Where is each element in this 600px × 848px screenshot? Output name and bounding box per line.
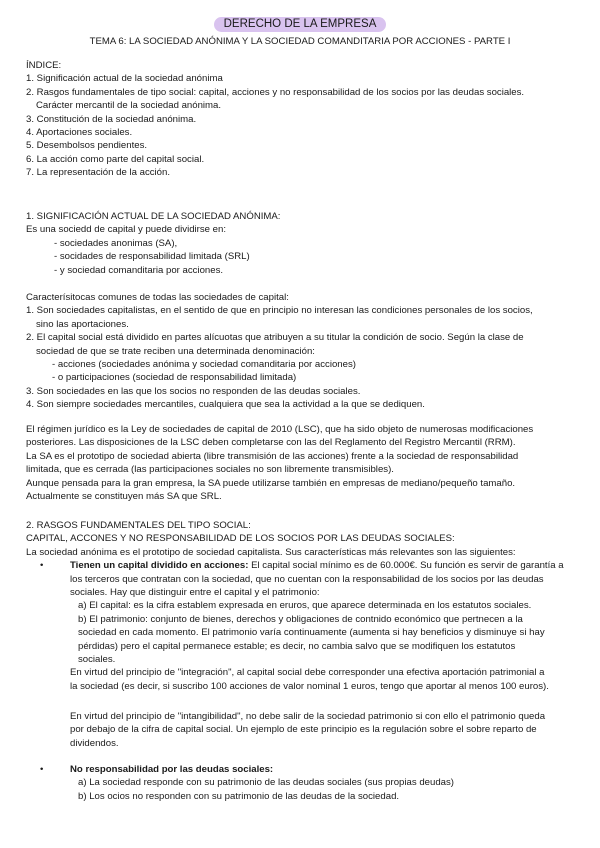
denomination-item: - o participaciones (sociedad de responsabilidad limitada)	[52, 372, 297, 384]
characteristic-item-continuation: sociedad de que se trate reciben una determinada denominación:	[36, 345, 315, 357]
bullet-text: El capital social mínimo es de 60.000€. Su función es servir de garantía a	[248, 560, 564, 572]
denomination-item: - acciones (sociedades anónima y sociedad comanditaria por acciones)	[52, 359, 356, 371]
capital-definition: a) El capital: es la cifra establem expresada en eruros, que aparece determinada en los estatutos sociales.	[78, 600, 532, 612]
intangibility-paragraph	[26, 710, 578, 750]
bullet-title: No responsabilidad por las deudas sociales:	[70, 764, 274, 775]
index-item: 6. La acción como parte del capital social.	[26, 153, 205, 165]
intangibility-principle-line: dividendos.	[70, 737, 119, 749]
section-2-heading: 2. RASGOS FUNDAMENTALES DEL TIPO SOCIAL:	[26, 520, 251, 531]
characteristics-heading: Caracterísitocas comunes de todas las sociedades de capital:	[26, 292, 289, 303]
bullet-title: Tienen un capital dividido en acciones:	[70, 560, 249, 572]
index-item-continuation: Carácter mercantil de la sociedad anónima.	[36, 100, 222, 112]
regime-line: El régimen jurídico es la Ley de sociedades de capital de 2010 (LSC), que ha sido objeto de numerosas modificaciones	[26, 424, 534, 435]
section-1-intro: Es una sociedd de capital y puede dividirse en:	[26, 224, 226, 236]
bullet-no-liability	[26, 763, 578, 776]
liability-item: a) La sociedad responde con su patrimonio de las deudas sociales (sus propias deudas)	[78, 777, 454, 789]
section-2	[26, 519, 578, 693]
regime-line: La SA es el prototipo de sociedad abierta (libre transmisión de las acciones) frente a la sociedad de responsabilidad	[26, 450, 519, 462]
intangibility-principle-line: por debajo de la cifra de capital social. Un ejemplo de este principio es la regulación sobre el sobre reparto de	[70, 724, 537, 736]
section-2-subheading: CAPITAL, ACCONES Y NO RESPONSABILIDAD DE LOS SOCIOS POR LAS DEUDAS SOCIALES:	[26, 533, 455, 545]
bullet-capital	[26, 559, 578, 599]
liability-item: b) Los ocios no responden con su patrimonio de las deudas de la sociedad.	[78, 790, 400, 802]
patrimony-definition-line: sociedad en cada momento. El patrimonio varía continuamente (aumenta si hay beneficios y disminuye si hay	[78, 627, 545, 639]
patrimony-definition-line: b) El patrimonio: conjunto de bienes, derechos y obligaciones de contnido económico que pertnecen a la	[78, 613, 523, 625]
company-type-item: - y sociedad comanditaria por acciones.	[54, 264, 224, 276]
document-title: DERECHO DE LA EMPRESA	[214, 17, 387, 32]
characteristic-item: 4. Son siempre sociedades mercantiles, cualquiera que sea la actividad a la que se dediquen.	[26, 399, 425, 411]
document-subtitle: TEMA 6: LA SOCIEDAD ANÓNIMA Y LA SOCIEDAD COMANDITARIA POR ACCIONES - PARTE I	[89, 36, 511, 47]
bullet-no-liability-section	[26, 763, 578, 803]
regime-line: Actualmente se constituyen más SA que SRL.	[26, 491, 222, 503]
bullet-icon: •	[40, 560, 44, 572]
characteristic-item-continuation: sino las aportaciones.	[36, 318, 129, 330]
integration-principle-line: la sociedad (es decir, si suscribo 100 acciones de valor nominal 1 euros, tengo que aportar al menos 100 euros).	[70, 680, 549, 692]
bullet-text-line: sociales. Hay que distinguir entre el capital y el patrimonio:	[70, 587, 320, 599]
characteristic-item: 1. Son sociedades capitalistas, en el sentido de que en principio no interesan las condiciones personales de los socios,	[26, 305, 533, 317]
section-2-intro: La sociedad anónima es el prototipo de sociedad capitalista. Sus características más relevantes son las siguientes:	[26, 546, 516, 558]
characteristic-item: 2. El capital social está dividido en partes alícuotas que atribuyen a su titular la condición de socio. Según la clase de	[26, 332, 524, 344]
patrimony-definition-line: sociales.	[78, 654, 116, 666]
index-item: 1. Significación actual de la sociedad anónima	[26, 73, 223, 85]
regime-line: posteriores. Las disposiciones de la LSC deben completarse con las del Reglamento del Registro Mercantil (RRM).	[26, 437, 516, 449]
regime-line: Aunque pensada para la gran empresa, la SA puede utilizarse también en empresas de mediano/pequeño tamaño.	[26, 477, 516, 489]
title-container	[0, 17, 600, 32]
patrimony-definition-line: pérdidas) pero el capital permanece estable; es decir, no cambia salvo que se modifiquen los estatutos	[78, 640, 516, 652]
index-item: 3. Constitución de la sociedad anónima.	[26, 113, 197, 125]
section-1-heading: 1. SIGNIFICACIÓN ACTUAL DE LA SOCIEDAD ANÓNIMA:	[26, 211, 281, 222]
legal-regime-paragraph	[26, 423, 578, 503]
index-item: 4. Aportaciones sociales.	[26, 127, 133, 139]
characteristics-section	[26, 291, 578, 412]
regime-line: limitada, que es cerrada (las participaciones sociales no son libremente transmisibles).	[26, 464, 394, 476]
index-heading: ÍNDICE:	[26, 60, 62, 71]
bullet-text-line: los terceros que contratan con la sociedad, que no cuentan con la responsabilidad de los socios por las deudas	[70, 573, 544, 585]
bullet-icon: •	[40, 764, 44, 775]
index-item: 7. La representación de la acción.	[26, 167, 170, 179]
company-type-item: - socidades de responsabilidad limitada (SRL)	[54, 251, 250, 263]
characteristic-item: 3. Son sociedades en las que los socios no responden de las deudas sociales.	[26, 385, 361, 397]
integration-principle-line: En virtud del principio de "integración", al capital social debe corresponder una efectiva aportación patrimonial a	[70, 667, 545, 679]
section-1	[26, 210, 578, 277]
company-type-item: - sociedades anonimas (SA),	[54, 237, 178, 249]
index-item: 2. Rasgos fundamentales de tipo social: capital, acciones y no responsabilidad de los socios por las deudas sociales.	[26, 86, 525, 98]
intangibility-principle-line: En virtud del principio de "intangibilidad", no debe salir de la sociedad patrimonio si con ello el patrimonio queda	[70, 711, 546, 722]
index-section	[26, 59, 578, 180]
index-item: 5. Desembolsos pendientes.	[26, 140, 148, 152]
